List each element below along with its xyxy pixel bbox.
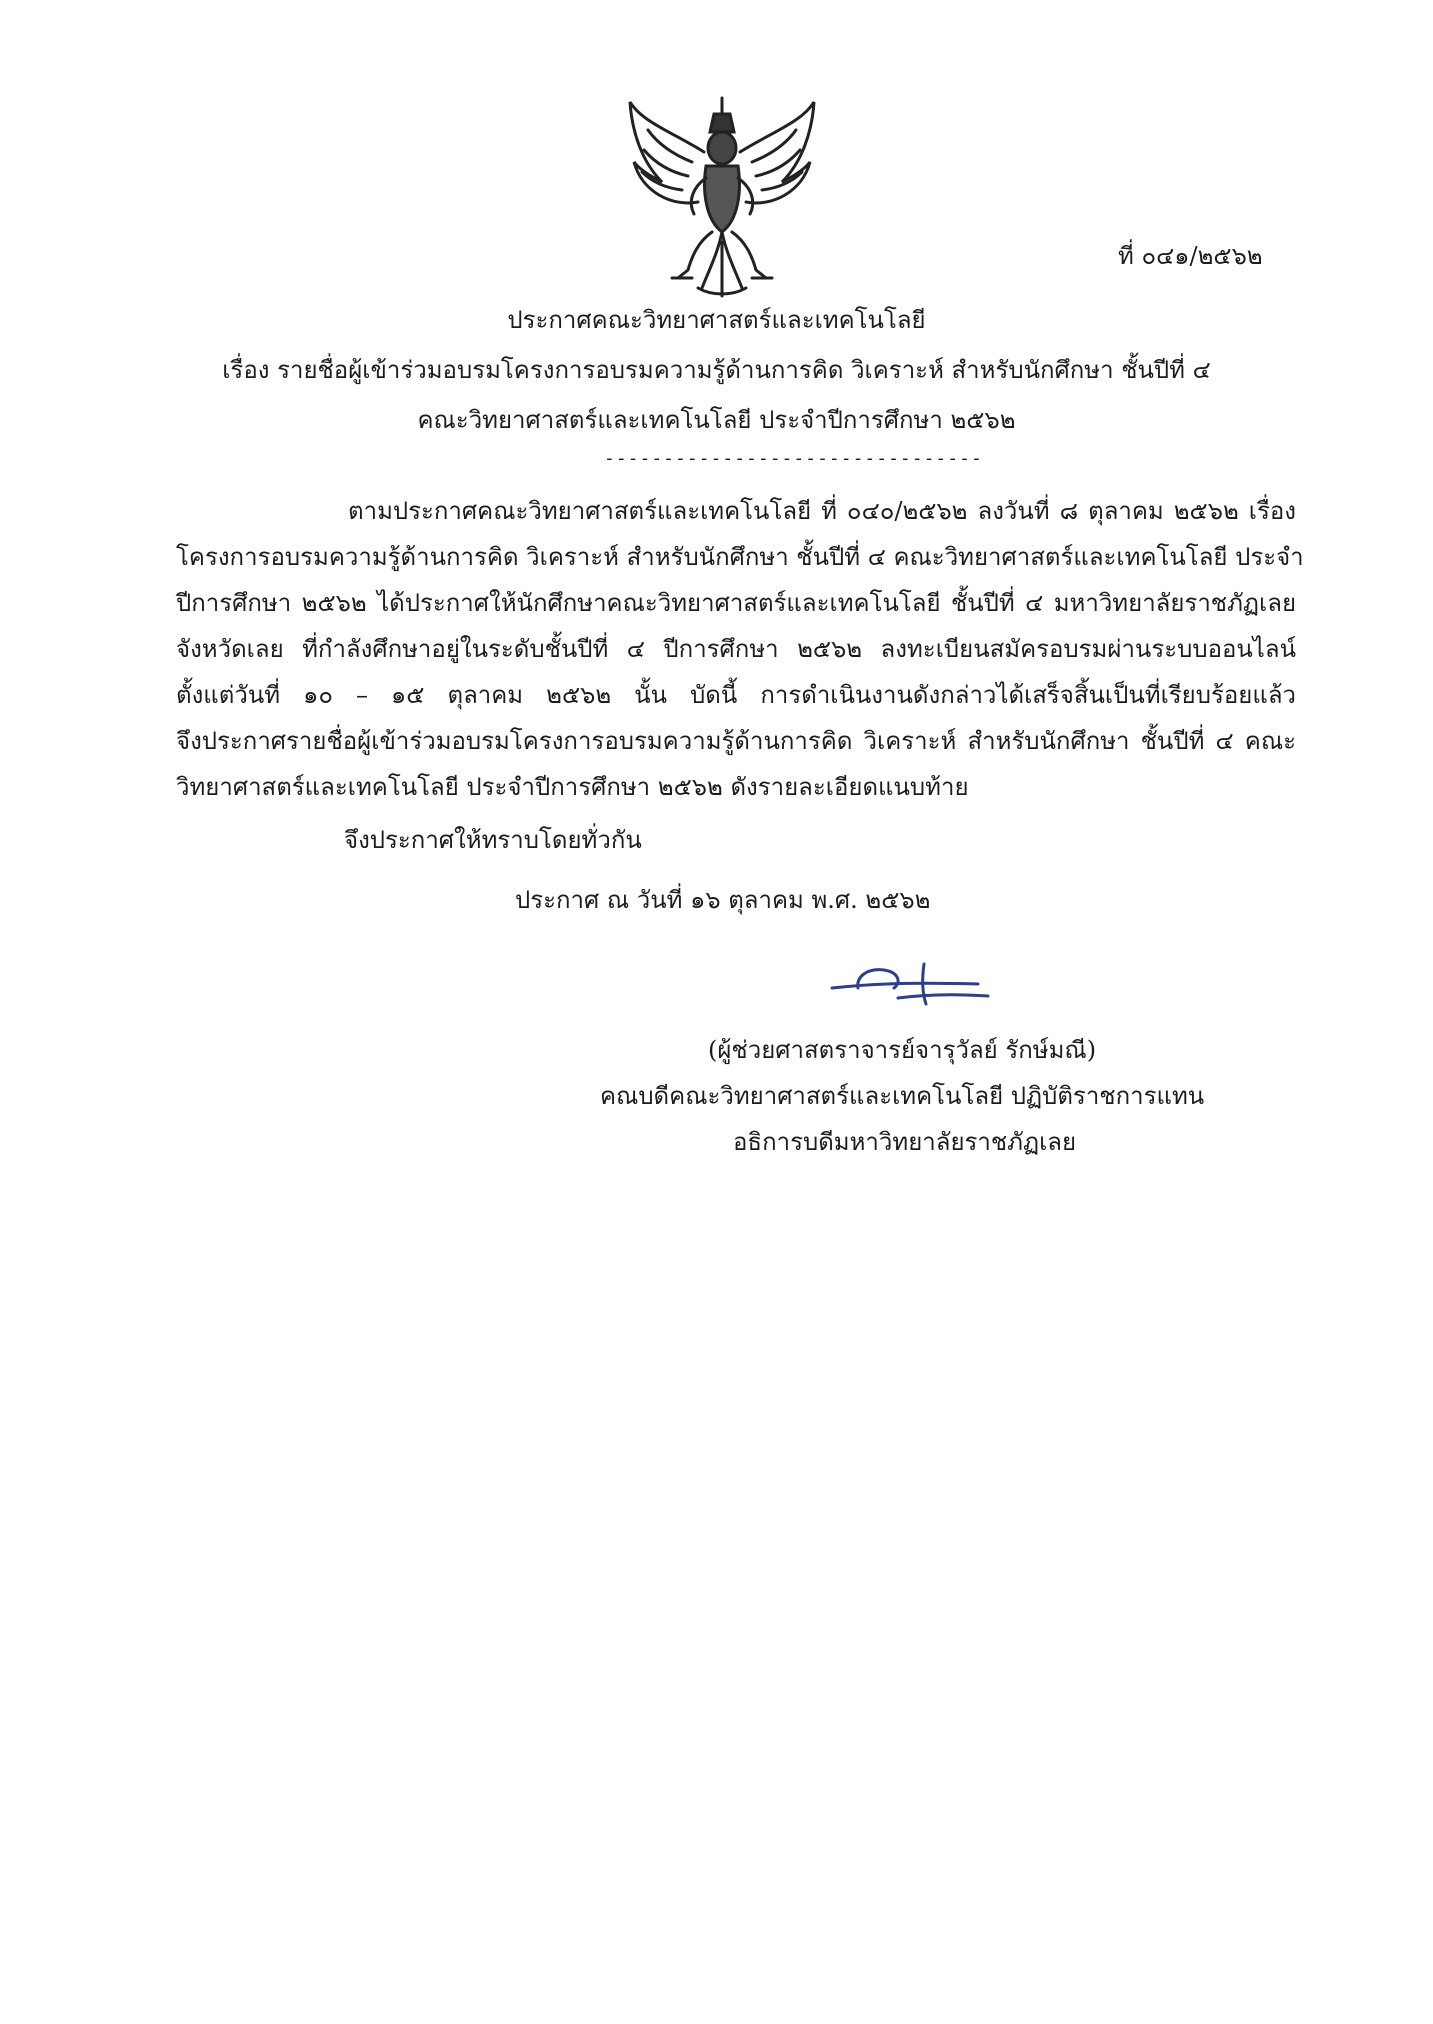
title-divider: -------------------------------- xyxy=(604,448,983,469)
announcement-subject: เรื่อง รายชื่อผู้เข้าร่วมอบรมโครงการอบรมความรู้ด้านการคิด วิเคราะห์ สำหรับนักศึกษา ชั้นปีที่ ๔ xyxy=(222,356,1211,384)
announcement-title: ประกาศคณะวิทยาศาสตร์และเทคโนโลยี xyxy=(507,306,926,334)
signatory-position: คณบดีคณะวิทยาศาสตร์และเทคโนโลยี ปฏิบัติราชการแทน xyxy=(600,1082,1205,1110)
document-number: ที่ ๐๔๑/๒๕๖๒ xyxy=(1118,242,1263,270)
body-line: จึงประกาศรายชื่อผู้เข้าร่วมอบรมโครงการอบรมความรู้ด้านการคิด วิเคราะห์ สำหรับนักศึกษา ชั้นปีที่ ๔ คณะ xyxy=(176,727,1296,755)
closing-statement: จึงประกาศให้ทราบโดยทั่วกัน xyxy=(344,826,642,854)
body-line: ปีการศึกษา ๒๕๖๒ ได้ประกาศให้นักศึกษาคณะวิทยาศาสตร์และเทคโนโลยี ชั้นปีที่ ๔ มหาวิทยาลัยราชภัฏเลย xyxy=(176,589,1296,617)
signatory-position-continued: อธิการบดีมหาวิทยาลัยราชภัฏเลย xyxy=(733,1128,1077,1156)
signatory-name: (ผู้ช่วยศาสตราจารย์จารุวัลย์ รักษ์มณี) xyxy=(708,1036,1097,1064)
body-line: ตามประกาศคณะวิทยาศาสตร์และเทคโนโลยี ที่ ๐๔๐/๒๕๖๒ ลงวันที่ ๘ ตุลาคม ๒๕๖๒ เรื่อง xyxy=(348,497,1296,525)
body-line: ตั้งแต่วันที่ ๑๐ – ๑๕ ตุลาคม ๒๕๖๒ นั้น บัดนี้ การดำเนินงานดังกล่าวได้เสร็จสิ้นเป็นที่เรียบร้อยแล้ว xyxy=(176,681,1296,709)
announcement-date: ประกาศ ณ วันที่ ๑๖ ตุลาคม พ.ศ. ๒๕๖๒ xyxy=(515,886,931,914)
body-line: โครงการอบรมความรู้ด้านการคิด วิเคราะห์ สำหรับนักศึกษา ชั้นปีที่ ๔ คณะวิทยาศาสตร์และเทคโนโลยี ประจำ xyxy=(176,543,1304,571)
body-line: วิทยาศาสตร์และเทคโนโลยี ประจำปีการศึกษา ๒๕๖๒ ดังรายละเอียดแนบท้าย xyxy=(176,773,969,801)
announcement-subject-continued: คณะวิทยาศาสตร์และเทคโนโลยี ประจำปีการศึกษา ๒๕๖๒ xyxy=(417,406,1016,434)
body-line: จังหวัดเลย ที่กำลังศึกษาอยู่ในระดับชั้นปีที่ ๔ ปีการศึกษา ๒๕๖๒ ลงทะเบียนสมัครอบรมผ่านระบบออนไลน์ xyxy=(176,635,1296,663)
handwritten-signature xyxy=(828,958,998,1008)
garuda-emblem-icon xyxy=(622,92,822,300)
